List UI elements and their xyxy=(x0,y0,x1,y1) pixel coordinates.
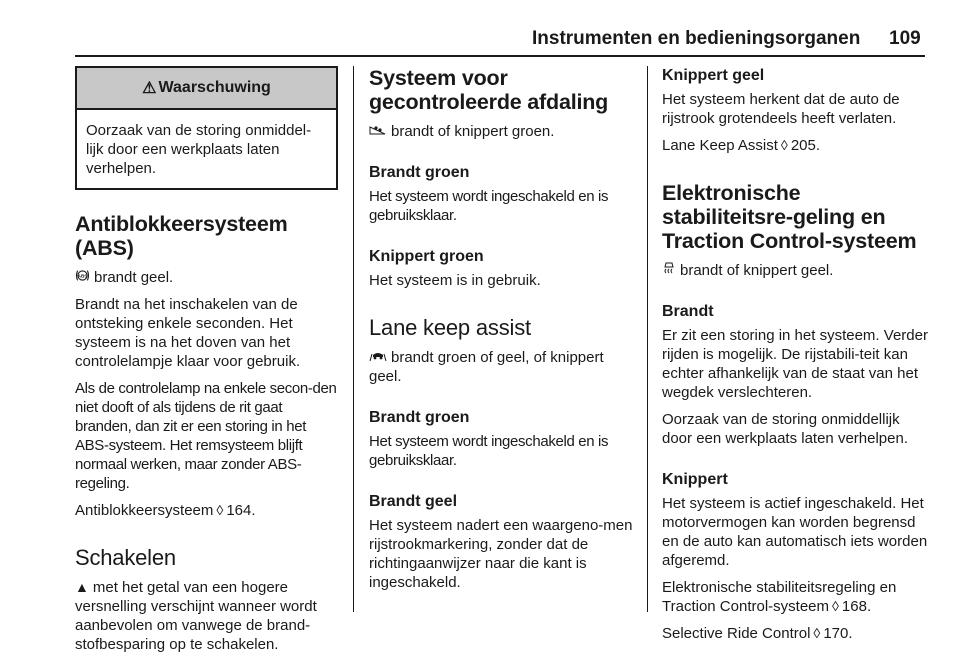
abs-heading: Antiblokkeersysteem (ABS) xyxy=(75,212,288,260)
warning-text: Oorzaak van de storing onmiddel-lijk door een werkplaats laten verhelpen. xyxy=(86,122,312,177)
descent-sub-brandt-groen: Brandt groen xyxy=(369,164,470,181)
lane-intro: brandt groen of geel, of knippert geel. xyxy=(369,349,604,385)
esc-sub-brandt-text-2: Oorzaak van de storing onmiddellijk door een werkplaats laten verhelpen. xyxy=(662,411,908,447)
abs-intro: ABS brandt geel. xyxy=(75,268,338,287)
schakelen-text: ▲ met het getal van een hogere versnelling verschijnt wanneer wordt aanbevolen om vanwege de brand-stofbesparing op te schakelen. xyxy=(75,579,317,653)
lane-sub-brandt-geel-text: Het systeem nadert een waargeno-men rijstrookmarkering, zonder dat de richtingaanwijzer naar die kant is ingeschakeld. xyxy=(369,517,633,591)
abs-icon xyxy=(75,268,90,287)
column-divider xyxy=(353,66,354,612)
abs-paragraph-1: Brandt na het inschakelen van de ontsteking enkele seconden. Het systeem is na het doven van het controlelampje klaar voor gebruik. xyxy=(75,296,301,370)
shift-up-arrow-icon: ▲ xyxy=(75,579,89,595)
lane-keep-reference[interactable]: Lane Keep Assist ◊ 205. xyxy=(662,137,821,154)
esc-sub-knippert: Knippert xyxy=(662,471,728,488)
knippert-geel-heading: Knippert geel xyxy=(662,67,765,84)
lane-sub-brandt-groen-text: Het systeem wordt ingeschakeld en is gebruiksklaar. xyxy=(369,433,609,469)
esc-sub-brandt: Brandt xyxy=(662,303,714,320)
esc-sub-brandt-text-1: Er zit een storing in het systeem. Verder rijden is mogelijk. De rijstabili-teit kan echter afhankelijk van de staat van het wegdek verslechteren. xyxy=(662,327,928,401)
page-ref-icon: ◊ xyxy=(780,137,788,153)
warning-box xyxy=(75,66,338,190)
page-ref-icon: ◊ xyxy=(832,598,839,614)
esc-heading: Elektronische stabiliteitsre-geling en Traction Control-systeem xyxy=(662,181,917,253)
header-rule xyxy=(75,55,925,57)
descent-sub-brandt-groen-text: Het systeem wordt ingeschakeld en is gebruiksklaar. xyxy=(369,188,609,224)
descent-heading: Systeem voor gecontroleerde afdaling xyxy=(369,66,609,114)
lane-sub-brandt-groen: Brandt groen xyxy=(369,409,470,426)
warning-triangle-icon: ⚠ xyxy=(142,80,157,97)
page-number: 109 xyxy=(889,28,921,49)
lane-keep-icon xyxy=(369,348,387,367)
hill-descent-icon xyxy=(369,122,387,141)
page-ref-icon: ◊ xyxy=(216,502,224,518)
lane-heading: Lane keep assist xyxy=(369,315,531,340)
schakelen-heading: Schakelen xyxy=(75,545,176,570)
esc-sub-knippert-text: Het systeem is actief ingeschakeld. Het motorvermogen kan worden begrensd en de auto kan automatisch iets worden afgeremd. xyxy=(662,495,928,569)
descent-intro: brandt of knippert groen. xyxy=(369,122,636,141)
page-header-title: Instrumenten en bedieningsorganen xyxy=(532,28,861,49)
warning-header xyxy=(77,68,336,110)
column-divider xyxy=(647,66,648,612)
lane-sub-brandt-geel: Brandt geel xyxy=(369,493,458,510)
esc-reference[interactable]: Elektronische stabiliteitsregeling en Traction Control-systeem ◊ 168. xyxy=(662,579,897,615)
esc-icon xyxy=(662,261,676,280)
page-ref-icon: ◊ xyxy=(813,625,821,641)
ride-control-reference[interactable]: Selective Ride Control ◊ 170. xyxy=(662,625,853,642)
esc-intro: brandt of knippert geel. xyxy=(662,261,928,280)
column-2 xyxy=(369,66,636,600)
abs-reference[interactable]: Antiblokkeersysteem ◊ 164. xyxy=(75,502,256,519)
knippert-geel-text: Het systeem herkent dat de auto de rijstrook grotendeels heeft verlaten. xyxy=(662,91,900,127)
column-3 xyxy=(662,66,928,651)
column-1 xyxy=(75,66,338,662)
descent-sub-knippert-groen-text: Het systeem is in gebruik. xyxy=(369,272,541,289)
svg-text:ABS: ABS xyxy=(77,273,88,279)
descent-sub-knippert-groen: Knippert groen xyxy=(369,248,484,265)
warning-title: Waarschuwing xyxy=(158,79,271,96)
abs-paragraph-2: Als de controlelamp na enkele secon-den niet dooft of als tijdens de rit gaat branden, dan zit er een storing in het ABS-systeem. Het remsysteem blijft normaal werken, maar zonder ABS-regeling. xyxy=(75,380,337,492)
